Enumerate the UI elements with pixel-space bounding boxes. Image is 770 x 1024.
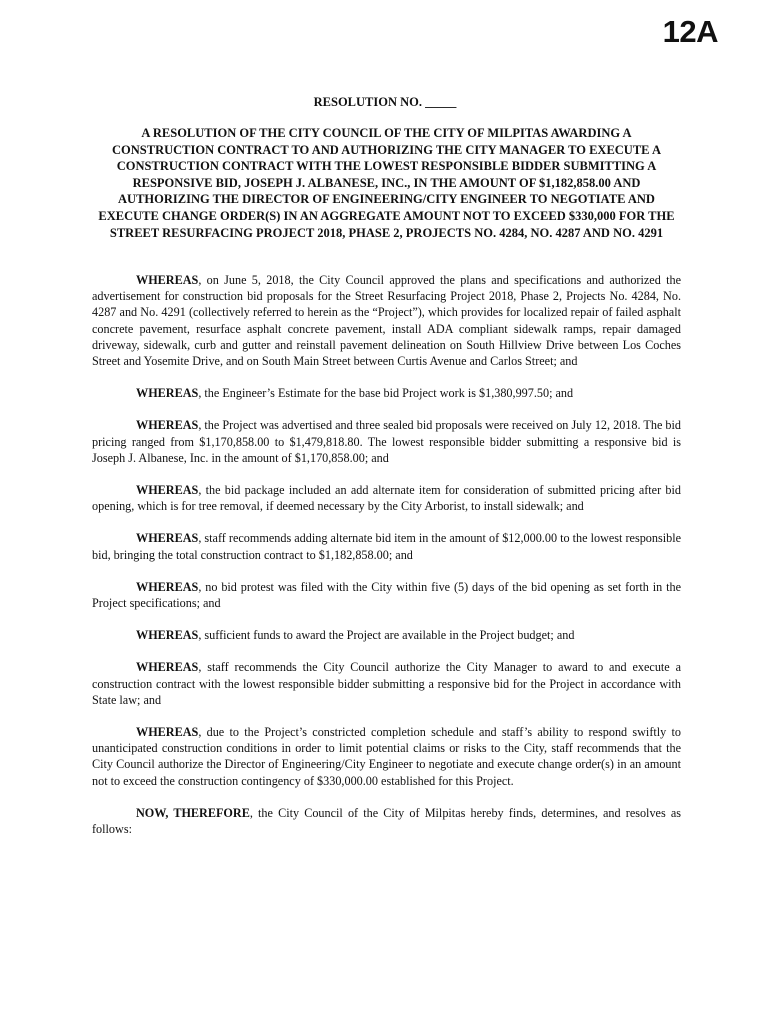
whereas-paragraph	[92, 482, 681, 514]
whereas-paragraph	[92, 659, 681, 708]
paragraph-text: , due to the Project’s constricted completion schedule and staff’s ability to respond swiftly to unanticipated construction conditions in order to limit potential claims or risks to the City, staff recommends that the City Council authorize the Director of Engineering/City Engineer to negotiate and execute change order(s) in an amount not to exceed the construction contingency of $330,000.00 established for this Project.	[92, 725, 681, 788]
paragraph-lead: WHEREAS	[136, 725, 199, 740]
resolution-title: A RESOLUTION OF THE CITY COUNCIL OF THE CITY OF MILPITAS AWARDING A CONSTRUCTION CONTRACT TO AND AUTHORIZING THE CITY MANAGER TO EXECUTE A CONSTRUCTION CONTRACT WITH THE LOWEST RESPONSIBLE BIDDER SUBMITTING A RESPONSIVE BID, JOSEPH J. ALBANESE, INC., IN THE AMOUNT OF $1,182,858.00 AND AUTHORIZING THE DIRECTOR OF ENGINEERING/CITY ENGINEER TO NEGOTIATE AND EXECUTE CHANGE ORDER(S) IN AN AGGREGATE AMOUNT NOT TO EXCEED $330,000 FOR THE STREET RESURFACING PROJECT 2018, PHASE 2, PROJECTS NO. 4284, NO. 4287 AND NO. 4291	[98, 126, 675, 240]
paragraph-text: , sufficient funds to award the Project are available in the Project budget; and	[198, 628, 575, 643]
now-therefore-paragraph	[92, 805, 681, 837]
whereas-paragraph	[92, 385, 681, 401]
whereas-paragraph	[92, 627, 681, 643]
paragraph-lead: WHEREAS	[136, 386, 199, 401]
whereas-paragraph	[92, 272, 681, 369]
paragraph-lead: WHEREAS	[136, 579, 199, 594]
paragraph-text: , no bid protest was filed with the City within five (5) days of the bid opening as set forth in the Project specifications; and	[92, 579, 681, 611]
agenda-item-number: 12A	[662, 14, 718, 49]
resolution-number: RESOLUTION NO. _____	[313, 95, 457, 109]
paragraph-lead: NOW, THEREFORE	[136, 805, 250, 820]
paragraph-text: , the City Council of the City of Milpitas hereby finds, determines, and resolves as follows:	[92, 805, 681, 837]
paragraph-text: , staff recommends the City Council authorize the City Manager to award to and execute a construction contract with the lowest responsible bidder submitting a responsive bid for the Project in accordance with State law; and	[92, 660, 681, 707]
whereas-paragraph	[92, 417, 681, 466]
paragraph-text: , the Project was advertised and three sealed bid proposals were received on July 12, 2018. The bid pricing ranged from $1,170,858.00 to $1,479,818.80. The lowest responsible bidder submitting a responsive bid is Joseph J. Albanese, Inc. in the amount of $1,170,858.00; and	[92, 418, 681, 465]
paragraph-lead: WHEREAS	[136, 531, 199, 546]
paragraph-lead: WHEREAS	[136, 660, 199, 675]
paragraph-text: , the Engineer’s Estimate for the base bid Project work is $1,380,997.50; and	[198, 386, 574, 401]
paragraph-lead: WHEREAS	[136, 483, 199, 498]
whereas-paragraph	[92, 724, 681, 789]
whereas-paragraph	[92, 530, 681, 562]
paragraph-lead: WHEREAS	[136, 273, 199, 287]
resolution-body	[92, 272, 681, 853]
paragraph-lead: WHEREAS	[136, 628, 199, 643]
paragraph-lead: WHEREAS	[136, 418, 199, 433]
paragraph-text: , the bid package included an add alternate item for consideration of submitted pricing after bid opening, which is for tree removal, if deemed necessary by the City Arborist, to install sidewalk; and	[92, 483, 681, 514]
paragraph-text: , on June 5, 2018, the City Council approved the plans and specifications and authorized the advertisement for construction bid proposals for the Street Resurfacing Project 2018, Phase 2, Projects No. 4284, No. 4287 and No. 4291 (collectively referred to herein as the “Project”), which provides for localized repair of failed asphalt concrete pavement, resurface asphalt concrete pavement, install ADA compliant sidewalk ramps, repair damaged driveway, sidewalk, curb and gutter and reinstall pavement delineation on South Hillview Drive between Los Coches Street and Yosemite Drive, and on South Main Street between Curtis Avenue and Carlos Street; and	[92, 273, 681, 369]
whereas-paragraph	[92, 579, 681, 611]
paragraph-text: , staff recommends adding alternate bid item in the amount of $12,000.00 to the lowest responsible bid, bringing the total construction contract to $1,182,858.00; and	[92, 531, 681, 562]
